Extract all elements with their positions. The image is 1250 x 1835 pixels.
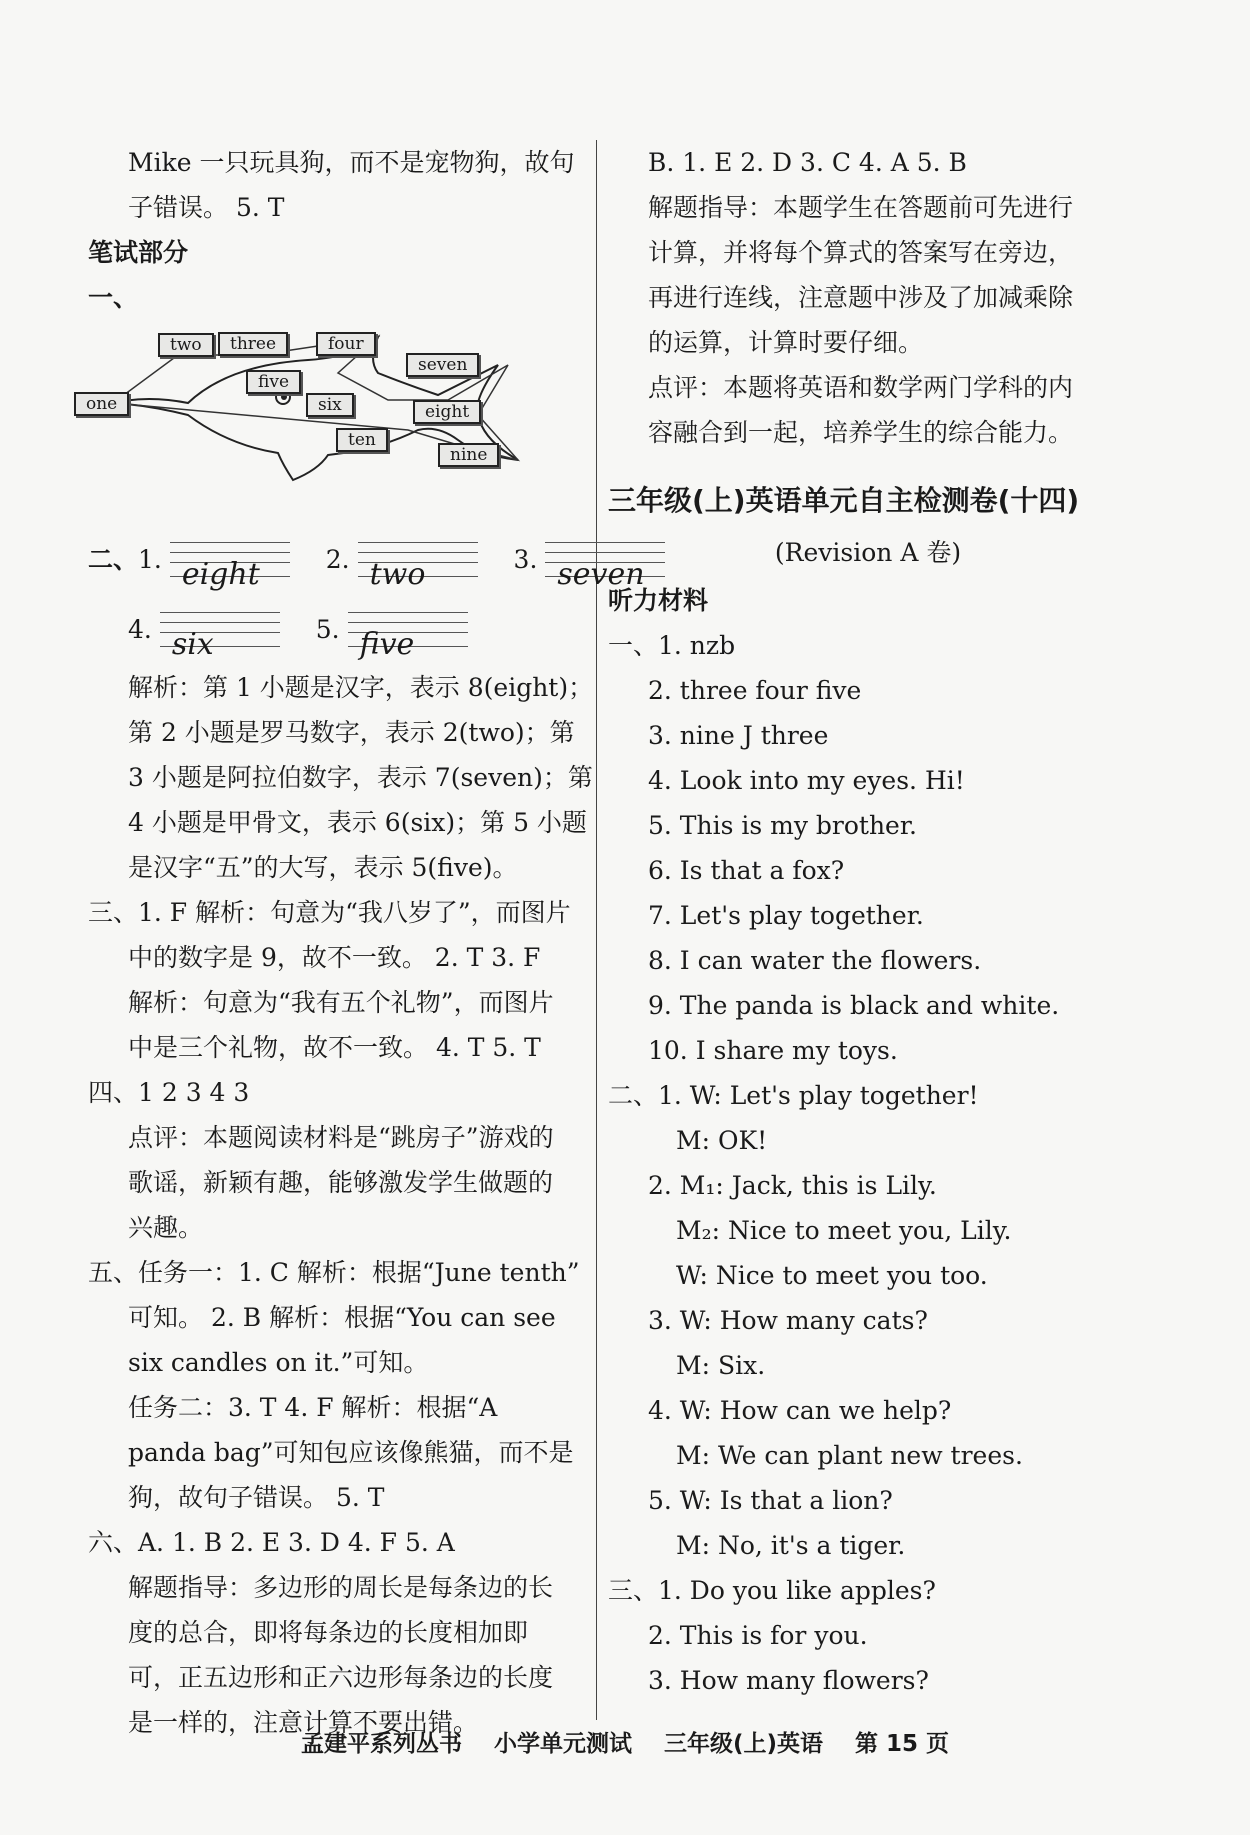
- listening-item: 8. I can water the flowers.: [648, 946, 982, 975]
- comment-line: 歌谣，新颖有趣，能够激发学生做题的: [128, 1168, 554, 1197]
- word-box: four: [316, 332, 376, 356]
- dialogue-line: M: We can plant new trees.: [676, 1441, 1023, 1470]
- guide-line: 再进行连线，注意题中涉及了加减乘除: [648, 283, 1074, 312]
- word-box: five: [246, 370, 301, 394]
- question-5-line: six candles on it.”可知。: [128, 1348, 429, 1377]
- listening-item: 2. This is for you.: [648, 1621, 868, 1650]
- handwritten-word: two: [369, 556, 426, 592]
- question-5-line: 任务二：3. T 4. F 解析：根据“A: [128, 1393, 498, 1422]
- word-box: seven: [406, 353, 479, 377]
- comment-line: 兴趣。: [128, 1213, 204, 1242]
- listening-item: 9. The panda is black and white.: [648, 991, 1060, 1020]
- word-box: eight: [413, 400, 481, 424]
- answer-number: 3.: [513, 545, 538, 574]
- guide-line: 解题指导：多边形的周长是每条边的长: [128, 1573, 554, 1602]
- explanation-line: 4 小题是甲骨文，表示 6(six)；第 5 小题: [128, 808, 587, 837]
- page-footer: [0, 1725, 1250, 1758]
- handwritten-word: eight: [181, 556, 260, 592]
- handwritten-word: seven: [557, 556, 645, 592]
- guide-line: 度的总合，即将每条边的长度相加即: [128, 1618, 529, 1647]
- explanation-line: 3 小题是阿拉伯数字，表示 7(seven)；第: [128, 763, 593, 792]
- handwriting-answer: [170, 542, 290, 592]
- dialogue-line: M: OK!: [676, 1126, 768, 1155]
- word-box: one: [74, 392, 129, 416]
- question-2-label: 二、: [88, 545, 139, 574]
- footer-page-number: 第 15 页: [855, 1731, 950, 1757]
- footer-grade: 三年级(上)英语: [663, 1731, 823, 1757]
- guide-line: 是一样的，注意计算不要出错。: [128, 1708, 479, 1737]
- dialogue-line: 二、1. W: Let's play together!: [608, 1081, 979, 1110]
- answer-number: 2.: [325, 545, 350, 574]
- text-line: 子错误。 5. T: [128, 193, 285, 222]
- answer-number: 1.: [138, 545, 162, 574]
- question-3-line: 解析：句意为“我有五个礼物”，而图片: [128, 988, 554, 1017]
- column-divider: [596, 140, 597, 1720]
- question-5-line: 狗，故句子错误。 5. T: [128, 1483, 385, 1512]
- question-5-line: 可知。 2. B 解析：根据“You can see: [128, 1303, 556, 1332]
- question-5-line: panda bag”可知包应该像熊猫，而不是: [128, 1438, 574, 1467]
- handwriting-answer: [358, 542, 478, 592]
- guide-line: 可，正五边形和正六边形每条边的长度: [128, 1663, 554, 1692]
- dolphin-dot-diagram: [88, 325, 588, 510]
- listening-item: 2. three four five: [648, 676, 862, 705]
- listening-item: 10. I share my toys.: [648, 1036, 898, 1065]
- question-6-answers: 六、A. 1. B 2. E 3. D 4. F 5. A: [88, 1528, 455, 1557]
- right-column: [608, 140, 1128, 1703]
- comment-line: 点评：本题阅读材料是“跳房子”游戏的: [128, 1123, 554, 1152]
- dialogue-line: 5. W: Is that a lion?: [648, 1486, 893, 1515]
- answer-number: 4.: [128, 615, 152, 644]
- word-box: two: [158, 333, 214, 357]
- guide-line: 计算，并将每个算式的答案写在旁边，: [648, 238, 1074, 267]
- handwritten-word: six: [171, 626, 214, 662]
- guide-line: 解题指导：本题学生在答题前可先进行: [648, 193, 1074, 222]
- listening-item: 6. Is that a fox?: [648, 856, 845, 885]
- text-line: Mike 一只玩具狗，而不是宠物狗，故句: [128, 148, 575, 177]
- comment-line: 容融合到一起，培养学生的综合能力。: [648, 418, 1074, 447]
- explanation-line: 解析：第 1 小题是汉字，表示 8(eight)；: [128, 673, 594, 702]
- listening-item: 4. Look into my eyes. Hi!: [648, 766, 965, 795]
- listening-item: 3. nine J three: [648, 721, 829, 750]
- dialogue-line: W: Nice to meet you too.: [676, 1261, 988, 1290]
- test-subtitle: (Revision A 卷): [774, 538, 962, 567]
- handwriting-answer: [348, 612, 468, 662]
- question-3-line: 中的数字是 9，故不一致。 2. T 3. F: [128, 943, 541, 972]
- dialogue-line: M: Six.: [676, 1351, 766, 1380]
- guide-line: 的运算，计算时要仔细。: [648, 328, 924, 357]
- listening-item: 3. How many flowers?: [648, 1666, 929, 1695]
- dialogue-line: 4. W: How can we help?: [648, 1396, 952, 1425]
- part-b-answers: B. 1. E 2. D 3. C 4. A 5. B: [648, 148, 967, 177]
- footer-book: 小学单元测试: [493, 1731, 632, 1757]
- word-box: six: [306, 393, 354, 417]
- dialogue-line: 2. M₁: Jack, this is Lily.: [648, 1171, 937, 1200]
- word-box: nine: [438, 443, 499, 467]
- explanation-line: 是汉字“五”的大写，表示 5(five)。: [128, 853, 518, 882]
- footer-series: 孟建平系列丛书: [300, 1731, 462, 1757]
- handwritten-word: five: [359, 626, 415, 662]
- explanation-line: 第 2 小题是罗马数字，表示 2(two)；第: [128, 718, 575, 747]
- listening-heading: 听力材料: [608, 586, 709, 615]
- answer-number: 5.: [315, 615, 340, 644]
- question-3-line: 中是三个礼物，故不一致。 4. T 5. T: [128, 1033, 541, 1062]
- dialogue-line: 3. W: How many cats?: [648, 1306, 928, 1335]
- word-box: ten: [336, 428, 388, 452]
- question-2-row-1: [88, 525, 645, 595]
- test-title: 三年级(上)英语单元自主检测卷(十四): [608, 484, 1080, 517]
- question-4-answers: 四、1 2 3 4 3: [88, 1078, 250, 1107]
- question-5-line: 五、任务一：1. C 解析：根据“June tenth”: [88, 1258, 580, 1287]
- listening-item: 一、1. nzb: [608, 631, 736, 660]
- listening-item: 7. Let's play together.: [648, 901, 924, 930]
- question-2-row-2: [88, 595, 588, 665]
- question-3-line: 三、1. F 解析：句意为“我八岁了”，而图片: [88, 898, 571, 927]
- question-1-label: 一、: [88, 283, 139, 312]
- dialogue-line: M: No, it's a tiger.: [676, 1531, 906, 1560]
- dialogue-line: M₂: Nice to meet you, Lily.: [676, 1216, 1012, 1245]
- section-heading-written: 笔试部分: [88, 238, 189, 267]
- comment-line: 点评：本题将英语和数学两门学科的内: [648, 373, 1074, 402]
- listening-item: 5. This is my brother.: [648, 811, 917, 840]
- listening-item: 三、1. Do you like apples?: [608, 1576, 936, 1605]
- word-box: three: [218, 332, 288, 356]
- handwriting-answer: [160, 612, 280, 662]
